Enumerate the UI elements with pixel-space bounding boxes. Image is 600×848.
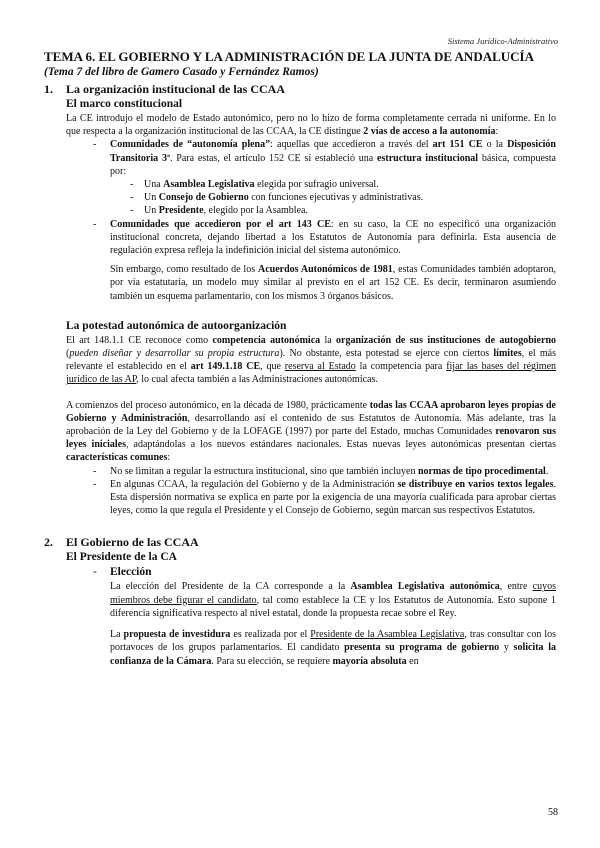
comienzos-paragraph: A comienzos del proceso autonómico, en la década de 1980, prácticamente todas las CCAA aprobaron leyes propias de Gobierno y Administración, desarrollando así el contenido de sus Estatutos de Autonomía. Más adelante, tras la aprobación de la Ley del Gobierno y de la LOFAGE (1997) por parte del Estado, muchas Comunidades renovaron sus leyes iniciales, adaptándolas a los nuevos estándares nacionales. Estas nuevas leyes autonómicas presentan ciertas características comunes: bbox=[66, 399, 557, 464]
section-1-title: La organización institucional de las CCAA bbox=[66, 82, 286, 96]
plena-item: - Comunidades de “autonomía plena”: aquellas que accedieron a través del art 151 CE o la Disposición Transitoria 3ª. Para estas, el artículo 152 CE sí estableció una estructura institucional básica, compuesta por: bbox=[44, 138, 556, 178]
section-2-title: El Gobierno de las CCAA bbox=[66, 535, 199, 550]
potestad-heading: La potestad autonómica de autoorganización bbox=[66, 319, 287, 332]
eleccion-heading: - Elección bbox=[44, 565, 556, 580]
running-header: Sistema Jurídico-Administrativo bbox=[447, 36, 558, 46]
marco-heading: El marco constitucional bbox=[66, 98, 183, 110]
page-content bbox=[44, 49, 556, 668]
consejo-item: - Un Consejo de Gobierno con funciones ejecutivas y administrativas. bbox=[44, 191, 556, 204]
eleccion-paragraph-1: La elección del Presidente de la CA corresponde a la Asamblea Legislativa autonómica, entre cuyos miembros debe figurar el candidato, tal como establece la CE y los Estatutos de Autonomía. Esto supone 1 diferencia significativa respecto al nivel estatal, donde la propuesta recae sobre el Rey. bbox=[110, 581, 556, 619]
chapter-title: TEMA 6. EL GOBIERNO Y LA ADMINISTRACIÓN DE LA JUNTA DE ANDALUCÍA bbox=[44, 49, 534, 64]
page-number: 58 bbox=[548, 807, 558, 818]
chapter-subtitle-text: Tema 7 del libro de Gamero Casado y Fernández Ramos bbox=[47, 66, 315, 78]
caracteristica-1-item: - No se limitan a regular la estructura institucional, sino que también incluyen normas de tipo procedimental. bbox=[44, 465, 556, 478]
section-2-heading bbox=[44, 534, 556, 550]
presidente-heading: El Presidente de la CA bbox=[66, 551, 177, 564]
intro-paragraph: La CE introdujo el modelo de Estado autonómico, pero no lo hizo de forma completamente cerrada ni uniforme. En lo que respecta a la organización institucional de las CCAA, la CE distingue 2 vías de acceso a la autonomía: bbox=[66, 113, 556, 138]
chapter-subtitle: (Tema 7 del libro de Gamero Casado y Fernández Ramos) bbox=[44, 66, 319, 78]
caracteristica-2-item: - En algunas CCAA, la regulación del Gobierno y de la Administración se distribuye en varios textos legales. Esta dispersión normativa se explica en parte por la exigencia de una mayoría cualificada para aprobar ciertas leyes, como la que regula el Presidente y el Consejo de Gobierno, según marcan sus respectivos Estatutos. bbox=[44, 478, 556, 518]
eleccion-paragraph-2: La propuesta de investidura es realizada por el Presidente de la Asamblea Legislativa, tras consultar con los portavoces de los grupos parlamentarios. El candidato presenta su programa de gobierno y solicita la confianza de la Cámara. Para su elección, se requiere mayoría absoluta en bbox=[110, 629, 557, 667]
potestad-paragraph: El art 148.1.1 CE reconoce como competencia autonómica la organización de sus instituciones de autogobierno (pueden diseñar y desarrollar su propia estructura). No obstante, esta potestad se ejerce con ciertos límites, el más relevante el establecido en el art 149.1.18 CE, que reserva al Estado la competencia para fijar las bases del régimen jurídico de las AP, lo cual afecta también a las Administraciones autonómicas. bbox=[66, 334, 557, 386]
acuerdos-paragraph: Sin embargo, como resultado de los Acuerdos Autonómicos de 1981, estas Comunidades también adoptaron, por vía estatutaria, un modelo muy similar al previsto en el art 152 CE. Es decir, terminaron asumiendo también un esquema parlamentario, con los mismos 3 órganos básicos. bbox=[110, 264, 556, 302]
section-2-number: 2. bbox=[44, 535, 53, 550]
art143-item: - Comunidades que accedieron por el art 143 CE: en su caso, la CE no especificó una organización institucional concreta, dejando libertad a los Estatutos de Autonomía para definirla. Esta ausencia de regulación expresa refleja la indefinición inicial del sistema autonómico. bbox=[44, 218, 556, 258]
asamblea-item: - Una Asamblea Legislativa elegida por sufragio universal. bbox=[44, 178, 556, 191]
section-1-number: 1. bbox=[44, 82, 53, 96]
presidente-item: - Un Presidente, elegido por la Asamblea. bbox=[44, 204, 556, 217]
section-1-heading bbox=[44, 81, 556, 97]
